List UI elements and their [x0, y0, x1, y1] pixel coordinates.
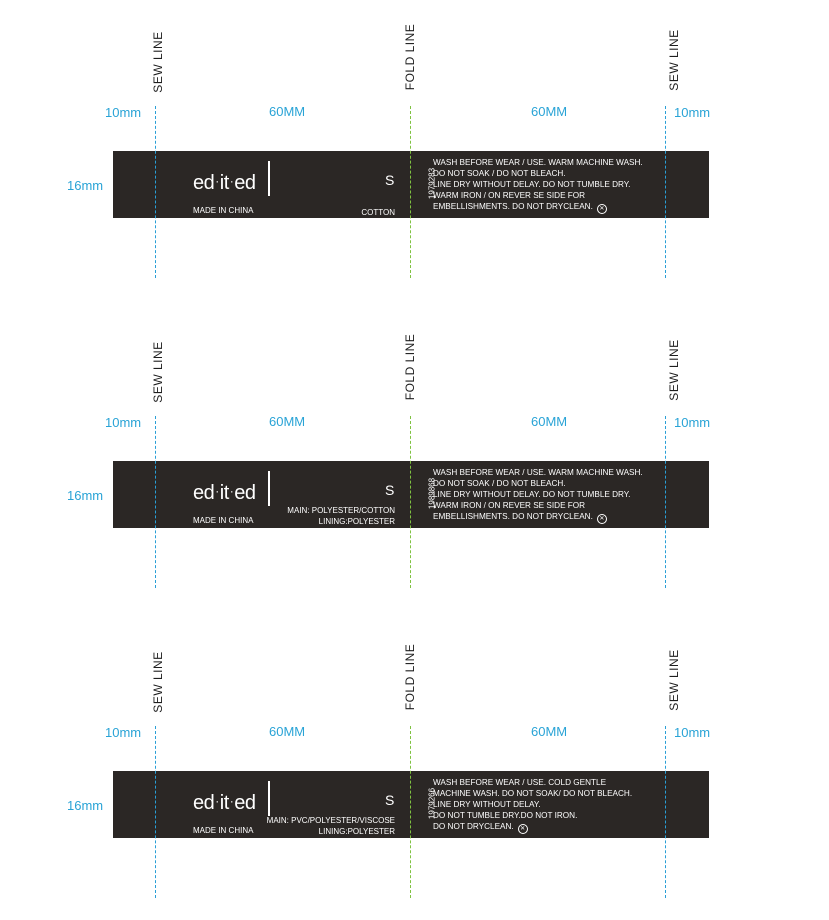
no-dryclean-icon: ✕	[518, 824, 528, 834]
dim-left-10mm: 10mm	[105, 415, 142, 430]
sew-line-right-label: SEW LINE	[667, 649, 681, 711]
origin-text: MADE IN CHINA	[193, 206, 254, 215]
label-panel-3	[0, 620, 829, 920]
fold-line	[410, 416, 411, 588]
fold-line-label: FOLD LINE	[403, 333, 417, 401]
label-panel-2	[0, 310, 829, 610]
size-text: S	[385, 482, 395, 498]
fold-line-label: FOLD LINE	[403, 643, 417, 711]
sew-line-left-label: SEW LINE	[151, 341, 165, 403]
fabric-text: MAIN: PVC/POLYESTER/VISCOSE LINING:POLYESTER	[266, 816, 395, 836]
dim-height-16mm: 16mm	[67, 798, 104, 813]
fold-line	[410, 106, 411, 278]
fabric-text: COTTON	[361, 208, 395, 217]
care-instructions: WASH BEFORE WEAR / USE. COLD GENTLE MACHINE WASH. DO NOT SOAK/ DO NOT BLEACH. LINE DRY WITHOUT DELAY. DO NOT TUMBLE DRY.DO NOT IRON. DO NOT DRYCLEAN. ✕	[433, 778, 633, 832]
label-panel-1	[0, 0, 829, 300]
dim-right-10mm: 10mm	[674, 725, 711, 740]
brand-logo-bar	[268, 781, 270, 816]
dim-height-16mm: 16mm	[67, 488, 104, 503]
sew-line-right-label: SEW LINE	[667, 29, 681, 91]
fold-line-label: FOLD LINE	[403, 23, 417, 91]
dim-left-60mm: 60MM	[269, 724, 306, 739]
brand-logo: ed·it·ed	[193, 792, 256, 814]
sew-line-right	[665, 726, 666, 898]
brand-logo: ed·it·ed	[193, 172, 256, 194]
dim-left-10mm: 10mm	[105, 725, 142, 740]
dim-right-60mm: 60MM	[531, 724, 568, 739]
dim-right-10mm: 10mm	[674, 415, 711, 430]
product-code: 1979283	[427, 167, 437, 200]
sew-line-left	[155, 416, 156, 588]
dim-left-60mm: 60MM	[269, 104, 306, 119]
label-strip	[113, 771, 709, 838]
sew-line-left-label: SEW LINE	[151, 651, 165, 713]
brand-logo-bar	[268, 471, 270, 506]
sew-line-left	[155, 106, 156, 278]
dim-left-60mm: 60MM	[269, 414, 306, 429]
sew-line-right-label: SEW LINE	[667, 339, 681, 401]
sew-line-right	[665, 416, 666, 588]
dim-right-60mm: 60MM	[531, 414, 568, 429]
dim-right-60mm: 60MM	[531, 104, 568, 119]
dim-left-10mm: 10mm	[105, 105, 142, 120]
no-dryclean-icon: ✕	[597, 514, 607, 524]
care-instructions: WASH BEFORE WEAR / USE. WARM MACHINE WASH. DO NOT SOAK / DO NOT BLEACH. LINE DRY WITHOUT DELAY. DO NOT TUMBLE DRY. WARM IRON / ON REVER SE SIDE FOR EMBELLISHMENTS. DO NOT DRYCLEAN. ✕	[433, 468, 643, 522]
dim-height-16mm: 16mm	[67, 178, 104, 193]
sew-line-right	[665, 106, 666, 278]
fold-line	[410, 726, 411, 898]
sew-line-left	[155, 726, 156, 898]
origin-text: MADE IN CHINA	[193, 826, 254, 835]
product-code: 1989868	[427, 477, 437, 510]
care-instructions: WASH BEFORE WEAR / USE. WARM MACHINE WASH. DO NOT SOAK / DO NOT BLEACH. LINE DRY WITHOUT DELAY. DO NOT TUMBLE DRY. WARM IRON / ON REVER SE SIDE FOR EMBELLISHMENTS. DO NOT DRYCLEAN. ✕	[433, 158, 643, 212]
label-strip	[113, 151, 709, 218]
brand-logo: ed·it·ed	[193, 482, 256, 504]
product-code: 1979266	[427, 787, 437, 820]
size-text: S	[385, 172, 395, 188]
brand-logo-bar	[268, 161, 270, 196]
origin-text: MADE IN CHINA	[193, 516, 254, 525]
fabric-text: MAIN: POLYESTER/COTTON LINING:POLYESTER	[287, 506, 395, 526]
sew-line-left-label: SEW LINE	[151, 31, 165, 93]
size-text: S	[385, 792, 395, 808]
label-strip	[113, 461, 709, 528]
dim-right-10mm: 10mm	[674, 105, 711, 120]
no-dryclean-icon: ✕	[597, 204, 607, 214]
